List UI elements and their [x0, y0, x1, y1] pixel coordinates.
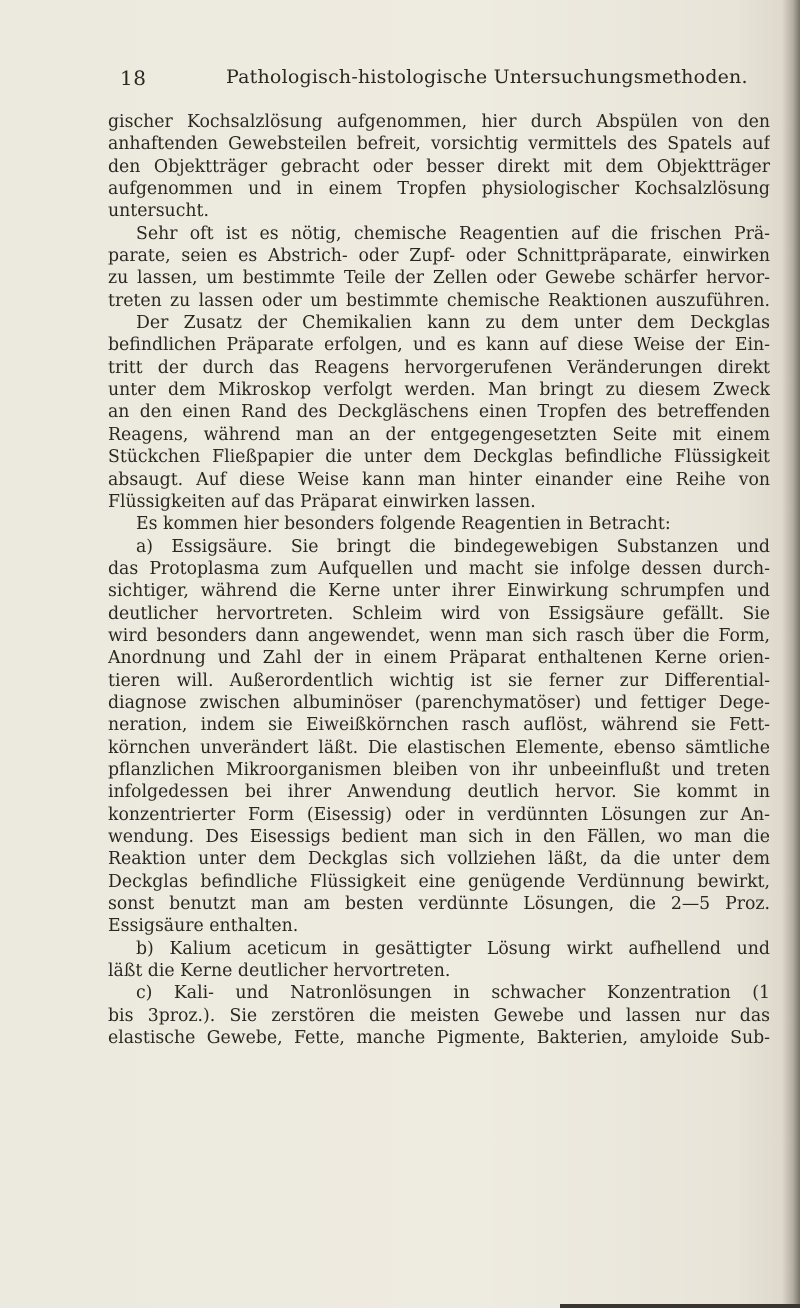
page-edge-shadow	[782, 0, 800, 1308]
text-line: deutlicher hervortreten. Schleim wird von Essigsäure gefällt. Sie	[108, 603, 770, 624]
text-line: Der Zusatz der Chemikalien kann zu dem unter dem Deckglas	[136, 313, 770, 334]
text-line: sonst benutzt man am besten verdünnte Lösungen, die 2—5 Proz.	[108, 894, 770, 915]
text-line: absaugt. Auf diese Weise kann man hinter einander eine Reihe von	[108, 469, 770, 490]
text-line: Es kommen hier besonders folgende Reagentien in Betracht:	[136, 514, 671, 535]
text-line: treten zu lassen oder um bestimmte chemische Reaktionen auszuführen.	[108, 290, 770, 311]
text-line: infolgedessen bei ihrer Anwendung deutlich hervor. Sie kommt in	[108, 782, 770, 803]
page-number: 18	[120, 66, 147, 90]
text-line: körnchen unverändert läßt. Die elastischen Elemente, ebenso sämtliche	[108, 737, 770, 758]
text-line: Reagens, während man an der entgegengesetzten Seite mit einem	[108, 424, 770, 445]
text-line: elastische Gewebe, Fette, manche Pigmente, Bakterien, amyloide Sub-	[108, 1028, 770, 1049]
text-line: anhaftenden Gewebsteilen befreit, vorsichtig vermittels des Spatels auf	[108, 134, 770, 155]
text-line: wird besonders dann angewendet, wenn man sich rasch über die Form,	[108, 625, 770, 646]
text-line: unter dem Mikroskop verfolgt werden. Man bringt zu diesem Zweck	[108, 380, 770, 401]
text-line: das Protoplasma zum Aufquellen und macht sie infolge dessen durch-	[108, 558, 770, 579]
text-line: läßt die Kerne deutlicher hervortreten.	[108, 961, 451, 982]
text-line: Deckglas befindliche Flüssigkeit eine genügende Verdünnung bewirkt,	[108, 871, 770, 892]
text-line: tieren will. Außerordentlich wichtig ist sie ferner zur Differential-	[108, 670, 770, 691]
text-line: Sehr oft ist es nötig, chemische Reagentien auf die frischen Prä-	[136, 223, 770, 244]
text-line: gischer Kochsalzlösung aufgenommen, hier durch Abspülen von den	[108, 112, 770, 132]
text-line: wendung. Des Eisessigs bedient man sich in den Fällen, wo man die	[108, 827, 770, 847]
page-header	[0, 66, 800, 96]
text-line: Anordnung und Zahl der in einem Präparat enthaltenen Kerne orien-	[108, 648, 770, 669]
text-line: Flüssigkeiten auf das Präparat einwirken lassen.	[108, 491, 536, 512]
text-line: aufgenommen und in einem Tropfen physiologischer Kochsalzlösung	[108, 179, 770, 200]
text-line: Stückchen Fließpapier die unter dem Deckglas befindliche Flüssigkeit	[108, 447, 770, 468]
text-line: an den einen Rand des Deckgläschens einen Tropfen des betreffenden	[108, 402, 770, 423]
text-line: konzentrierter Form (Eisessig) oder in verdünnten Lösungen zur An-	[108, 804, 770, 825]
text-line: bis 3proz.). Sie zerstören die meisten Gewebe und lassen nur das	[108, 1005, 770, 1026]
text-line: untersucht.	[108, 201, 209, 222]
text-line: befindlichen Präparate erfolgen, und es kann auf diese Weise der Ein-	[108, 335, 770, 356]
text-line: parate, seien es Abstrich- oder Zupf- oder Schnittpräparate, einwirken	[108, 246, 770, 267]
text-line: b) Kalium aceticum in gesättigter Lösung wirkt aufhellend und	[136, 938, 770, 959]
text-line: c) Kali- und Natronlösungen in schwacher Konzentration (1	[136, 983, 770, 1004]
text-line: Essigsäure enthalten.	[108, 916, 299, 937]
text-line: pflanzlichen Mikroorganismen bleiben von ihr unbeeinflußt und treten	[108, 759, 770, 780]
text-line: diagnose zwischen albuminöser (parenchymatöser) und fettiger Dege-	[108, 692, 770, 713]
text-line: den Objektträger gebracht oder besser direkt mit dem Objektträger	[108, 156, 770, 177]
page-bottom-edge	[560, 1304, 800, 1308]
text-line: tritt der durch das Reagens hervorgerufenen Veränderungen direkt	[108, 357, 770, 378]
text-line: a) Essigsäure. Sie bringt die bindegewebigen Substanzen und	[136, 536, 770, 557]
running-head: Pathologisch-histologische Untersuchungsmethoden.	[226, 66, 748, 88]
text-line: sichtiger, während die Kerne unter ihrer Einwirkung schrumpfen und	[108, 581, 770, 602]
body-text	[108, 111, 770, 1049]
text-line: neration, indem sie Eiweißkörnchen rasch auflöst, während sie Fett-	[108, 715, 770, 736]
text-line: Reaktion unter dem Deckglas sich vollziehen läßt, da die unter dem	[108, 849, 770, 870]
text-line: zu lassen, um bestimmte Teile der Zellen oder Gewebe schärfer hervor-	[108, 268, 770, 289]
